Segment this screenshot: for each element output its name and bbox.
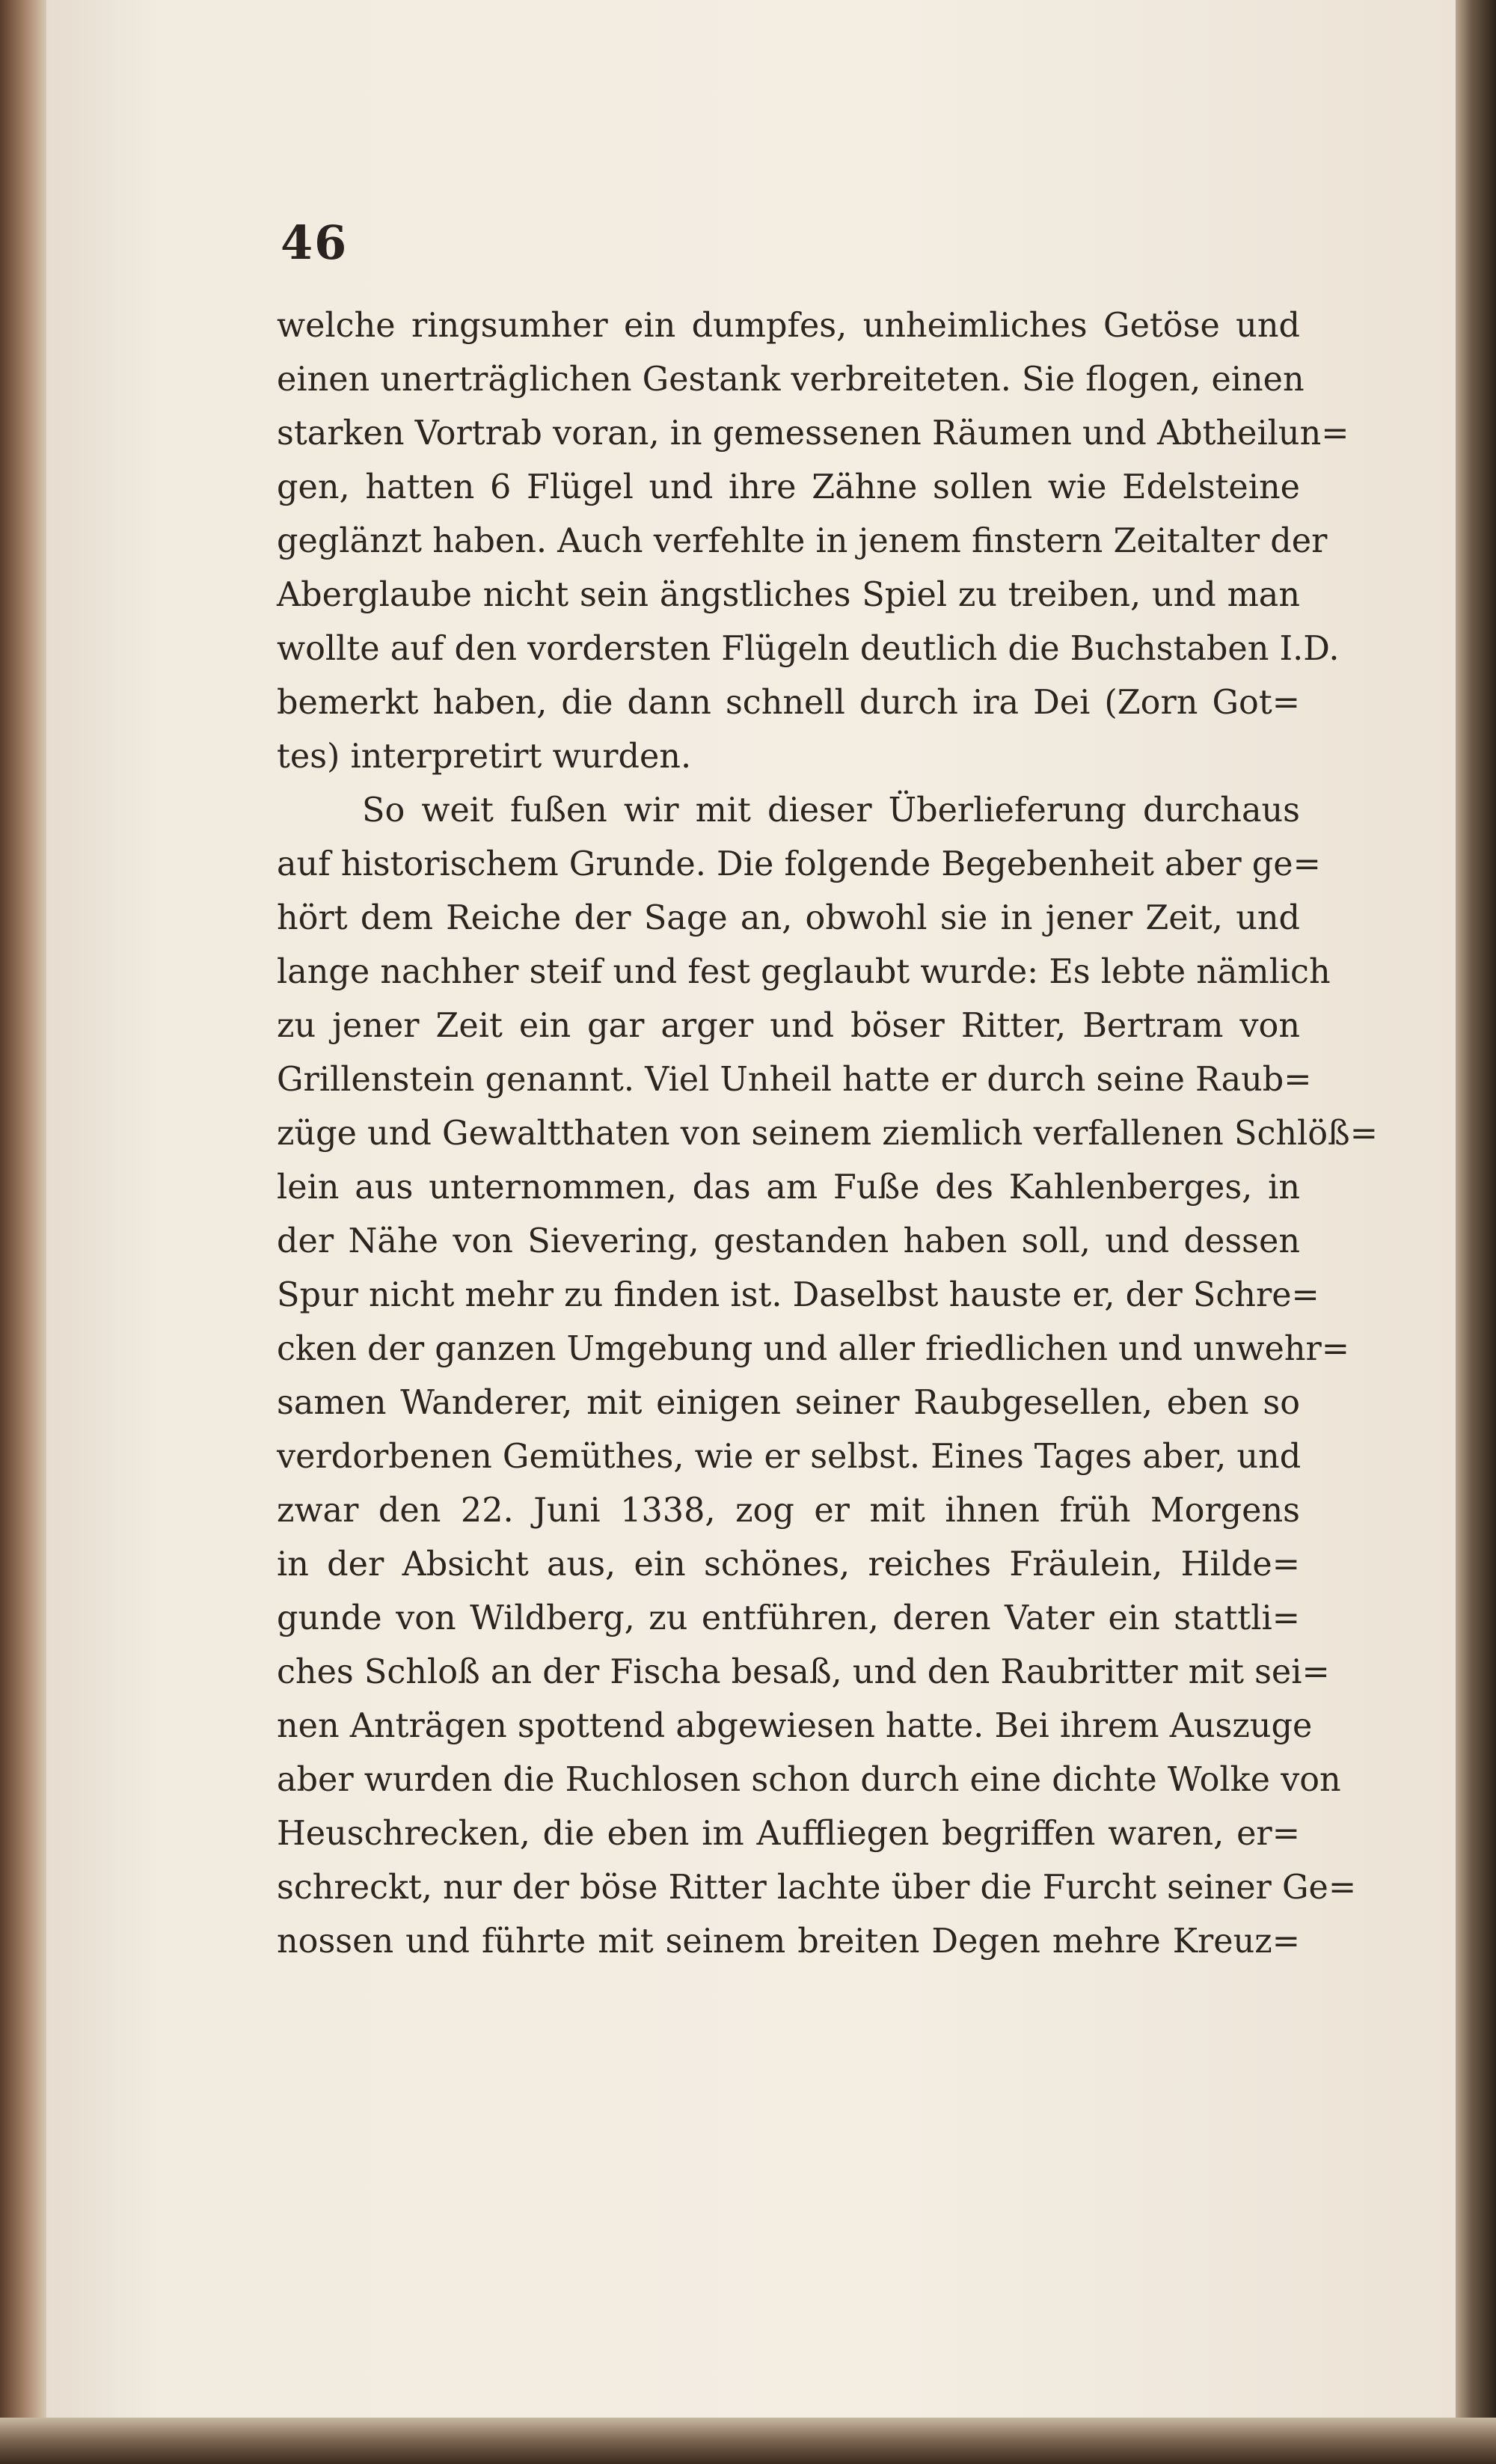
- text-line: bemerkt haben, die dann schnell durch ira Dei (Zorn Got=: [277, 684, 1300, 722]
- book-spine-edge: [0, 0, 46, 2464]
- text-line: der Nähe von Sievering, gestanden haben soll, und dessen: [277, 1222, 1300, 1260]
- text-line: nossen und führte mit seinem breiten Degen mehre Kreuz=: [277, 1922, 1300, 1961]
- text-line: einen unerträglichen Gestank verbreiteten. Sie flogen, einen: [277, 361, 1305, 399]
- bottom-edge-shadow: [0, 2418, 1496, 2464]
- body-text: [277, 299, 1379, 1969]
- text-line: zwar den 22. Juni 1338, zog er mit ihnen früh Morgens: [277, 1492, 1300, 1530]
- text-line: geglänzt haben. Auch verfehlte in jenem finstern Zeitalter der: [277, 522, 1328, 560]
- text-line: schreckt, nur der böse Ritter lachte über die Furcht seiner Ge=: [277, 1869, 1357, 1907]
- text-line: verdorbenen Gemüthes, wie er selbst. Eines Tages aber, und: [277, 1438, 1302, 1476]
- text-line: cken der ganzen Umgebung und aller friedlichen und unwehr=: [277, 1330, 1350, 1368]
- text-line: Grillenstein genannt. Viel Unheil hatte er durch seine Raub=: [277, 1061, 1312, 1099]
- text-line: wollte auf den vordersten Flügeln deutlich die Buchstaben I.D.: [277, 630, 1340, 668]
- text-line: Aberglaube nicht sein ängstliches Spiel zu treiben, und man: [277, 576, 1300, 614]
- text-line: welche ringsumher ein dumpfes, unheimliches Getöse und: [277, 307, 1300, 345]
- text-line: Heuschrecken, die eben im Auffliegen begriffen waren, er=: [277, 1815, 1300, 1853]
- text-line: So weit fußen wir mit dieser Überlieferung durchaus: [362, 791, 1300, 830]
- text-line: auf historischem Grunde. Die folgende Begebenheit aber ge=: [277, 845, 1321, 883]
- text-line: tes) interpretirt wurden.: [277, 738, 692, 776]
- text-line: aber wurden die Ruchlosen schon durch eine dichte Wolke von: [277, 1761, 1341, 1799]
- paragraph-1: [277, 299, 1349, 784]
- text-line: gunde von Wildberg, zu entführen, deren Vater ein stattli=: [277, 1599, 1300, 1637]
- text-line: zu jener Zeit ein gar arger und böser Ritter, Bertram von: [277, 1007, 1300, 1045]
- text-line: in der Absicht aus, ein schönes, reiches Fräulein, Hilde=: [277, 1545, 1300, 1584]
- text-line: Spur nicht mehr zu finden ist. Daselbst hauste er, der Schre=: [277, 1276, 1319, 1314]
- text-line: starken Vortrab voran, in gemessenen Räumen und Abtheilun=: [277, 414, 1349, 453]
- text-line: nen Anträgen spottend abgewiesen hatte. Bei ihrem Auszuge: [277, 1707, 1313, 1745]
- paragraph-2: [277, 784, 1379, 1969]
- text-line: lange nachher steif und fest geglaubt wurde: Es lebte nämlich: [277, 953, 1331, 991]
- page-edge-shadow: [1456, 0, 1496, 2464]
- text-line: züge und Gewaltthaten von seinem ziemlich verfallenen Schlöß=: [277, 1115, 1379, 1153]
- text-line: lein aus unternommen, das am Fuße des Kahlenberges, in: [277, 1168, 1300, 1207]
- page-number: 46: [280, 215, 349, 270]
- text-line: samen Wanderer, mit einigen seiner Raubgesellen, eben so: [277, 1384, 1300, 1422]
- text-line: ches Schloß an der Fischa besaß, und den Raubritter mit sei=: [277, 1653, 1330, 1691]
- text-line: hört dem Reiche der Sage an, obwohl sie in jener Zeit, und: [277, 899, 1300, 937]
- text-line: gen, hatten 6 Flügel und ihre Zähne sollen wie Edelsteine: [277, 468, 1300, 506]
